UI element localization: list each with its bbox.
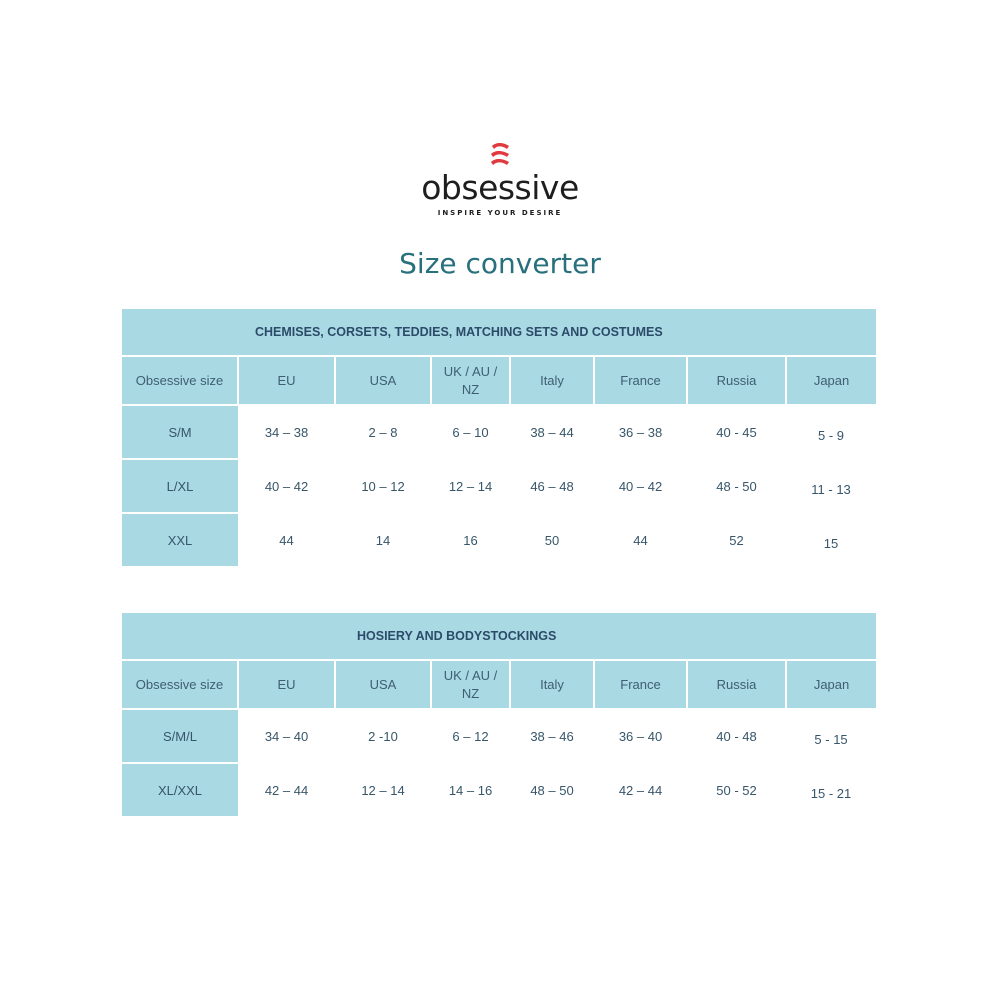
table-cell: 11 - 13 <box>786 459 876 513</box>
row-size-label: S/M <box>122 405 238 459</box>
table-cell: 42 – 44 <box>594 763 687 817</box>
table-cell: 46 – 48 <box>510 459 594 513</box>
table-cell: 5 - 15 <box>786 709 876 763</box>
table-cell: 48 – 50 <box>510 763 594 817</box>
category-title: CHEMISES, CORSETS, TEDDIES, MATCHING SETS AND COSTUMES <box>122 309 876 356</box>
table-row <box>122 513 876 567</box>
table-cell: 15 <box>786 513 876 567</box>
row-size-label: XXL <box>122 513 238 567</box>
table-row <box>122 459 876 513</box>
column-header: France <box>594 356 687 405</box>
table-cell: 40 – 42 <box>238 459 335 513</box>
column-header: Italy <box>510 356 594 405</box>
table-cell: 6 – 10 <box>431 405 510 459</box>
column-header: Japan <box>786 356 876 405</box>
column-header: UK / AU / NZ <box>431 660 510 709</box>
row-size-label: L/XL <box>122 459 238 513</box>
table-cell: 40 – 42 <box>594 459 687 513</box>
table-cell: 40 - 48 <box>687 709 786 763</box>
brand-tagline: INSPIRE YOUR DESIRE <box>437 209 563 217</box>
brand-name: obsessive <box>421 168 579 207</box>
table-cell: 2 -10 <box>335 709 431 763</box>
column-header: EU <box>238 660 335 709</box>
table-row <box>122 709 876 763</box>
table-cell: 50 <box>510 513 594 567</box>
table-cell: 12 – 14 <box>335 763 431 817</box>
column-header: USA <box>335 660 431 709</box>
page-title: Size converter <box>399 247 601 280</box>
table-cell: 2 – 8 <box>335 405 431 459</box>
column-header: Obsessive size <box>122 356 238 405</box>
table-cell: 36 – 40 <box>594 709 687 763</box>
column-header: Obsessive size <box>122 660 238 709</box>
table-cell: 12 – 14 <box>431 459 510 513</box>
brand-logo <box>0 140 1000 218</box>
table-cell: 6 – 12 <box>431 709 510 763</box>
table-cell: 44 <box>594 513 687 567</box>
column-header: UK / AU / NZ <box>431 356 510 405</box>
table-cell: 50 - 52 <box>687 763 786 817</box>
table-cell: 10 – 12 <box>335 459 431 513</box>
table-cell: 34 – 38 <box>238 405 335 459</box>
table-cell: 52 <box>687 513 786 567</box>
column-header: France <box>594 660 687 709</box>
table-cell: 44 <box>238 513 335 567</box>
table-cell: 36 – 38 <box>594 405 687 459</box>
size-table-hosiery <box>122 613 876 818</box>
column-header: Russia <box>687 660 786 709</box>
table-cell: 40 - 45 <box>687 405 786 459</box>
column-header: Russia <box>687 356 786 405</box>
column-header: Italy <box>510 660 594 709</box>
table-row <box>122 763 876 817</box>
table-cell: 15 - 21 <box>786 763 876 817</box>
row-size-label: S/M/L <box>122 709 238 763</box>
row-size-label: XL/XXL <box>122 763 238 817</box>
table-cell: 16 <box>431 513 510 567</box>
table-cell: 48 - 50 <box>687 459 786 513</box>
category-title: HOSIERY AND BODYSTOCKINGS <box>122 613 876 660</box>
table-row <box>122 405 876 459</box>
table-cell: 34 – 40 <box>238 709 335 763</box>
brand-mark-icon <box>485 140 515 170</box>
table-cell: 42 – 44 <box>238 763 335 817</box>
column-header: USA <box>335 356 431 405</box>
table-cell: 5 - 9 <box>786 405 876 459</box>
column-header: EU <box>238 356 335 405</box>
size-table-lingerie <box>122 309 876 568</box>
table-cell: 38 – 46 <box>510 709 594 763</box>
table-cell: 14 <box>335 513 431 567</box>
column-header: Japan <box>786 660 876 709</box>
table-cell: 38 – 44 <box>510 405 594 459</box>
table-cell: 14 – 16 <box>431 763 510 817</box>
